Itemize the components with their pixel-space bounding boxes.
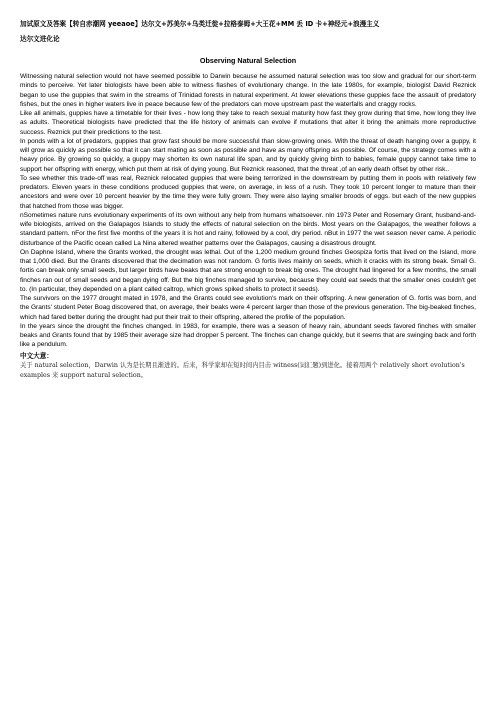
chinese-summary-label: 中文大意： xyxy=(20,351,53,360)
paragraph: In the years since the drought the finches changed. In 1983, for example, there was a season of heavy rain, abundant seeds favored finches with smaller beaks and Grants found that by 1985 their average size had dropper 5 percent. The finches can change quickly, but it seems that are swinging back and forth like a pendulum. xyxy=(20,322,476,349)
chinese-summary-text: 关于 natural selection，Darwin 认为是长期且渐进的。后来，科学家却在短时间内目击 witness(词汇题)到进化。接着用两个 relatively short evolution's examples 来 support natural selection。 xyxy=(20,361,465,379)
paragraph: nSometimes nature runs evolutionary experiments of its own without any help from humans whatsoever. nIn 1973 Peter and Rosemary Grant, husband-and-wife biologists, arrived on the Galapagos Islands to study the effects of natural selection on the birds. Most years on the Galapagos, the weather follows a standard pattern. nFor the first five months of the years it is hot and rainy, followed by a cool, dry period. nBut in 1977 the wet season never came. A periodic disturbance of the Pacific ocean called La Nina altered weather patterns over the Galapagos, causing a disastrous drought. xyxy=(20,211,476,247)
paragraph: Like all animals, guppies have a timetable for their lives - how long they take to reach sexual maturity how fast they grow during that time, how long they live as adults. Theoretical biologists have predicted that the life history of animals can evolve if mutations that alter it bring the animals more reproductive success. Reznick put their predictions to the test. xyxy=(20,110,476,136)
paragraph: To see whether this trade-off was real, Reznick relocated guppies that were being terrorized in the downstream by putting them in pools with relatively few predators. Eleven years in these conditions produced guppies that were, on average, in less of a rush. They took 10 percent longer to mature than their ancestors and were over 10 percent heavier by the time they were fully grown. They were also laying smaller broods of eggs. but each of the new guppies that hatched from those was bigger. xyxy=(20,174,476,210)
paragraph: Witnessing natural selection would not have seemed possible to Darwin because he assumed natural selection was too slow and gradual for our short-term minds to perceive. Yet later biologists have been able to witness flashes of evolutionary change. In the late 1980s, for example, biologist David Reznick began to use the guppies that swim in the streams of Trinidad forests in natural experiment. At lower elevations these guppies face the assault of predatory fishes, but the ones in higher waters live in peace because few of the predators can move upstream past the waterfalls and craggy rocks. xyxy=(20,73,476,108)
paragraph: In ponds with a lot of predators, guppies that grow fast should be more successful than slow-growing ones. With the threat of death hanging over a guppy, it will grow as quickly as possible so that it can start mating as soon as possible and have as many offspring as possible. Of course, the strategy comes with a heavy price. By growing so quickly, a guppy may shorten its own natural life span, and by quickly giving birth to babies, female guppy cannot take time to support her offspring with energy, which put them at risk of dying young. But Reznick reasoned, that the threat ,of an early death offset by other risk.. xyxy=(20,137,476,173)
article-title: Observing Natural Selection xyxy=(199,56,297,65)
paragraph: On Daphne Island, where the Grants worked, the drought was lethal. Out of the 1,200 medium ground finches Geospiza fortis that lived on the Island, more that 1,000 died. But the Grants discovered that the decimation was not random. G fortis lives mainly on seeds, which it cracks with its strong beak. Small G. fortis can break only small seeds, but larger birds have beaks that are strong enough to break big ones. The drought had lingered for a few months, the small finches ran out of small seeds and began dying off. But the big finches managed to survive, because they could eat seeds that the smaller ones couldn't get to. (In particular, they depended on a plant called caltrop, which grows spiked shells to protect it seeds). xyxy=(20,248,476,293)
document-page xyxy=(20,20,476,381)
section-label: 达尔文进化论 xyxy=(20,35,60,43)
article-body xyxy=(20,72,476,350)
paragraph: The survivors on the 1977 drought mated in 1978, and the Grants could see evolution's mark on their offspring. A new generation of G. fortis was born, and the Grants' student Peter Boag discovered that, on average, their beaks were 4 percent larger than those of the previous generation. The big-beaked finches, which had fared better during the drought had put their trait to their offspring, altered the profile of the population. xyxy=(20,295,476,321)
document-header: 加试原文及答案【转自赤潮网 yeeaoe】达尔文+苏美尔+乌类迁徙+拉格泰姆+大王花+MM 丢 ID 卡+神经元+浪漫主义 xyxy=(20,20,380,28)
